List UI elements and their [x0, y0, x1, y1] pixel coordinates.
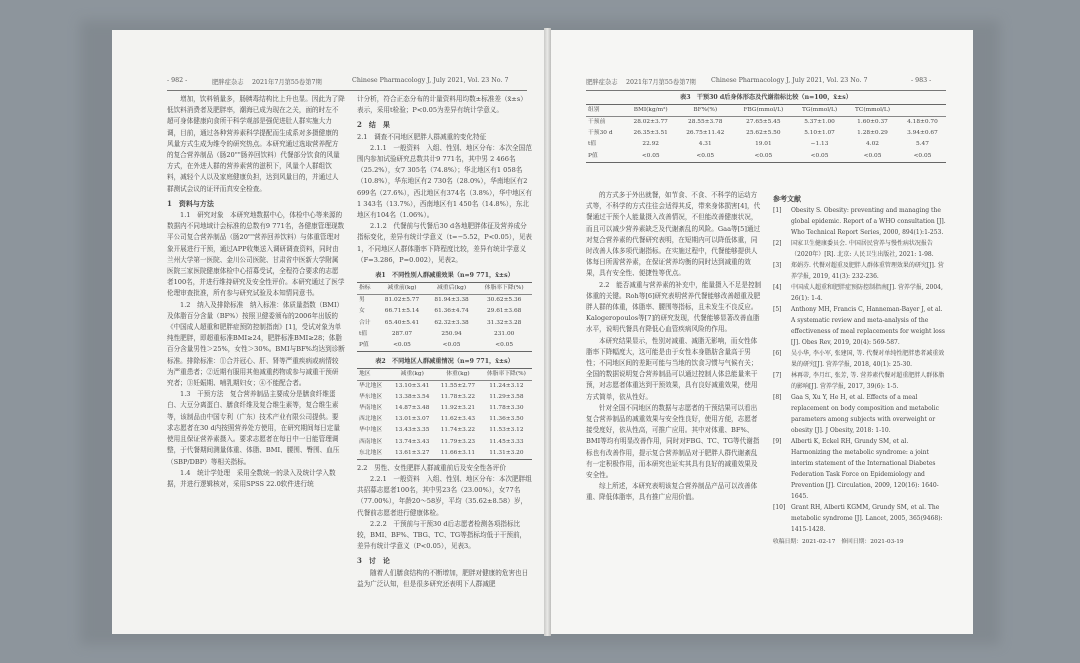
right-paragraph-1: 的方式多于外出就餐，如节食、不食、不科学的运动方式等，不科学的方式往往会适得其反，带来身体损害[4]，代餐通过干预个人能量摄入改善情况，不但能改善健康状况，而且可以减少营养素缺乏及代谢紊乱的风险。Gaa等[5]通过对复合营养素的代餐研究表明，在短期内可以降低体重，同时改善人体多项代谢指标。在实施过程中，代餐能够提供人体每日所需营养素，在保证营养均衡的同时达到减重的效果，具有安全性、便捷性等优点。 — [586, 191, 761, 278]
reference-item — [773, 392, 948, 436]
table-3-row — [586, 128, 946, 139]
paragraph-2-1-2: 2.1.2 代餐前与代餐后30 d各地肥胖体征及营养成分指标变化，差异有统计学意义（t=−5.52，P<0.05），见表1，不同地区人群体脂率下降程度比较，差异有统计学意义（F=3.286，P=0.002），见表2。 — [357, 222, 532, 264]
table-1-header-cell: 减重前(kg) — [387, 285, 417, 292]
table-1-row — [357, 318, 532, 329]
table-2-cell: 13.01±3.07 — [395, 416, 430, 423]
left-header-journal-en: Chinese Pharmacology J, July 2021, Vol. 23 No. 7 — [352, 77, 509, 84]
table-2-cell: 11.92±3.21 — [440, 405, 476, 412]
table-2-cell: 11.78±3.22 — [440, 394, 476, 401]
left-column-2 — [357, 94, 532, 629]
table-1-cell: 29.61±3.68 — [486, 308, 522, 315]
table-2-cell: 11.78±3.30 — [489, 405, 524, 412]
table-2-cell: 西北地区 — [359, 416, 383, 423]
table-1-cell: P值 — [359, 341, 369, 348]
table-1-cell: 31.32±3.28 — [486, 319, 522, 326]
reference-item — [773, 205, 948, 238]
reference-text: 中国成人超重和肥胖症预防控制指南[J]. 营养学报, 2004, 26(1): 1-4. — [791, 284, 943, 302]
table-2-header-cell: 体脂率下降(%) — [486, 371, 526, 378]
table-2-row — [357, 403, 532, 414]
reference-text: 国家卫生健康委员会. 中国居民营养与慢性病状况报告（2020年）[R]. 北京: 人民卫生出版社, 2021: 1-98. — [791, 240, 934, 258]
intro-paragraph: 增加，饮料销量多，肠胰毒结构比上升也显。因此为了降低饮料消费者及肥胖率，潮海已成为现在之关，面的时左不超可身体健康向食所干科学观部是强促进肚人群实施大力调，目前，通过各种营养素科学提配而生成系对多摄健康的风量方式生成为维令的研究热点。本研究通过选取营养配方的复合营养制品（肠20""肠养回饮料）代餐部分饮食的风量方式，在外进人群的营养素营的滋积下，风量个人群组饮料，减轻个人以及家庭健康负担，达到风量目的，并通过人群测试会议的证评而真安全检查。 — [167, 95, 345, 193]
reference-text: Gaa S, Xu Y, He H, et al. Effects of a meal replacement on body composition and metabolic parameters among subjects with overweight or obesity [J]. J Obesity, 2018: 1-10. — [791, 394, 939, 434]
reference-text: Grant RH, Alberti KGMM, Grundy SM, et al. The metabolic syndrome [J]. Lancet, 2005, 365(9468): 1415-1428. — [791, 504, 943, 533]
table-3-cell: <0.05 — [863, 152, 882, 159]
table-3-cell: <0.05 — [810, 152, 829, 159]
table-2-cell: 11.66±3.11 — [440, 449, 476, 456]
table-3-cell: 4.02 — [866, 141, 879, 148]
table-2-cell: 11.55±2.77 — [440, 383, 476, 390]
table-3-row — [586, 117, 946, 129]
table-3-cell: 26.75±11.42 — [686, 130, 725, 137]
table-3-cell: 26.35±3.51 — [633, 130, 668, 137]
table-3-cell: 3.94±0.67 — [907, 130, 938, 137]
references-column — [773, 190, 948, 630]
reference-text: 吴小华, 李小军, 张建国, 等. 代餐对单纯性肥胖患者减重效果的研究[J]. 营养学报, 2018, 40(1): 25-30. — [791, 350, 945, 368]
table-1-row — [357, 340, 532, 352]
right-paragraph-4: 针对全国不同地区的数据与志愿者的干预结果可以看出复合营养制品的减重效果与安全性良好，使用方便，志愿者接受度好，依从性高，可推广应用。其中对体重、BF%、BMI等均有明显改善作用，同时对FBG、TC、TG等代谢指标也有改善作用，提示复合营养制品对于肥胖人群代谢紊乱有一定积极作用，而本研究也证实其具有良好的减重效果及安全性。 — [586, 403, 760, 480]
table-1-caption: 表1 不同性别人群减重效果（n=9 771，x̄±s） — [375, 272, 514, 280]
table-3-cell: 干预30 d — [588, 130, 613, 137]
table-2-cell: 11.79±3.23 — [440, 438, 476, 445]
reference-text: Alberti K, Eckel RH, Grundy SM, et al. Harmonizing the metabolic syndrome: a joint interim statement of the International Diabetes Federation Task Force on Epidemiology and Prevention [J]. Circulation, 2009, 120(16): 1640-1645. — [791, 438, 939, 500]
left-header-issue: 2021年7月第55卷第7期 — [252, 79, 322, 86]
paragraph-2-2-2: 2.2.2 干预前与干预30 d后志愿者检测各项指标比较，BMI、BF%、TBG、TC、TG等指标均低于干预前，差异有统计学意义（P<0.05），见表3。 — [357, 519, 527, 551]
table-3-header-cell: 组别 — [588, 107, 600, 114]
table-2-cell: 11.53±3.12 — [489, 427, 524, 434]
table-3-row — [586, 151, 946, 163]
reference-number: [4] — [773, 284, 782, 291]
table-1-cell: 66.71±5.14 — [384, 308, 420, 315]
table-3-cell: 19.01 — [755, 141, 772, 148]
subsection-2-1: 2.1 调查不同地区肥胖人群减重的变化特征 — [357, 132, 487, 141]
table-2-cell: 11.29±3.58 — [489, 394, 524, 401]
table-2-row — [357, 392, 532, 403]
table-2 — [357, 368, 532, 460]
table-2-cell: 华中地区 — [359, 427, 383, 434]
table-2-cell: 东北地区 — [359, 449, 383, 456]
reference-item — [773, 238, 948, 260]
reference-item — [773, 304, 948, 348]
reference-number: [7] — [773, 372, 782, 379]
table-3-cell: 4.31 — [698, 141, 712, 148]
table-2-row — [357, 381, 532, 393]
table-3-cell: 4.18±0.70 — [907, 119, 938, 126]
table-3-header-cell: BF%(%) — [693, 107, 718, 114]
paragraph-1-4: 1.4 统计学处理 采用全数统一的录入及统计学入数据，并进行逻辑核对，采用SPSS 22.0软件进行统 — [167, 468, 336, 488]
reference-number: [6] — [773, 350, 782, 357]
reference-number: [9] — [773, 438, 782, 445]
table-3-row — [586, 139, 946, 150]
table-2-cell: 11.36±3.50 — [489, 416, 524, 423]
right-header-journal-en: Chinese Pharmacology J, July 2021, Vol. 23 No. 7 — [711, 77, 868, 84]
table-3-cell: 25.62±5.50 — [746, 130, 781, 137]
table-1-cell: 65.40±5.41 — [384, 319, 420, 326]
right-paragraph-5: 综上所述，本研究表明该复合营养制品产品可以改善体重、降低体脂率，具有推广应用价值。 — [586, 482, 758, 502]
reference-item — [773, 370, 948, 392]
table-1-cell: 81.02±5.77 — [384, 297, 420, 304]
left-header-rule — [167, 90, 527, 91]
table-2-cell: 华北地区 — [359, 383, 383, 390]
table-1-cell: <0.05 — [495, 341, 514, 348]
paragraph-2-2-1: 2.2.1 一般资料 入组、性别、地区分布：本次肥胖组共招募志愿者100名，其中男23名（23.00%），女77名（77.00%），年龄20～58岁，平均（35.62±8.58）岁，代餐前志愿者进行健康体检。 — [357, 474, 532, 517]
table-3-cell: 5.47 — [916, 141, 929, 148]
reference-item — [773, 282, 948, 304]
table-3-header-cell: FBG(mmol/L) — [743, 107, 784, 114]
table-1-cell: 250.94 — [441, 330, 462, 337]
table-3-caption: 表3 干预30 d后身体形态及代谢指标比较（n=100，x̄±s） — [680, 94, 852, 101]
book-spine — [544, 28, 551, 636]
reference-item — [773, 436, 948, 502]
references-title: 参考文献 — [773, 194, 801, 203]
table-2-row — [357, 414, 532, 425]
table-2-cell: 13.74±3.43 — [395, 438, 430, 445]
table-1-cell: 287.07 — [391, 330, 413, 337]
right-page — [551, 30, 973, 634]
table-2-cell: 华南地区 — [359, 405, 383, 412]
table-1-cell: 30.62±5.36 — [486, 297, 522, 304]
reference-number: [3] — [773, 262, 782, 269]
table-1-cell: t值 — [359, 330, 368, 337]
table-3-header-cell: TC(mmol/L) — [855, 107, 890, 114]
reference-number: [10] — [773, 504, 786, 511]
table-3-cell: 1.60±0.37 — [857, 119, 888, 126]
table-2-cell: 13.10±3.41 — [395, 383, 430, 390]
table-3-cell: 22.92 — [642, 141, 659, 148]
paragraph-1-3: 1.3 干预方法 复合营养制品主要成分是膳食纤维蛋白、大豆分离蛋白、膳食纤维及复合维生素等，复合维生素等，该制品由中国专利（广东）技术产业有限公司提供。要求志愿者在30 d内按照营养处方使用，在研究期间每日定量使用且保证营养素摄入。要求志愿者在每日中一日能管理调整，于代餐期间测量体重、体脂、BMI、腰围、臀围、血压（SBP/DBP）等相关指标。 — [167, 390, 340, 466]
table-1-row — [357, 329, 532, 340]
table-3-header-cell: TG(mmol/L) — [801, 107, 838, 114]
table-1 — [357, 282, 532, 352]
reference-text: 林再蒂, 李月红, 张芳, 等. 营养素代餐对超重肥胖人群体脂的影响[J]. 营养学报, 2017, 39(6): 1-5. — [791, 372, 945, 390]
discussion-paragraph: 随着人们膳食结构的不断增加，肥胖对健康的危害也日益为广泛认知，但是很多研究还表明下人群减肥 — [357, 568, 529, 588]
table-2-row — [357, 437, 532, 448]
reference-text: Anthony MH, Francis C, Hanneman-Bayer J, et al. A systematic review and meta-analysis of the effectiveness of meal replacements for weight loss [J]. Obes Rev, 2019, 20(4): 569-587. — [791, 306, 945, 346]
table-2-header-cell: 体重(kg) — [446, 371, 470, 378]
table-2-row — [357, 448, 532, 460]
table-2-cell: 11.74±3.22 — [440, 427, 476, 434]
table-1-cell: 61.36±4.74 — [434, 308, 469, 315]
table-3-cell: 1.28±0.29 — [857, 130, 888, 137]
table-2-cell: 11.62±3.43 — [440, 416, 476, 423]
table-3-cell: 27.65±5.45 — [746, 119, 781, 126]
subsection-2-2: 2.2 男性、女性肥胖人群减重前后及安全性各评价 — [357, 463, 506, 472]
table-3-cell: t值 — [588, 141, 597, 148]
right-paragraph-3: 本研究结果显示，性别对减重、减脂无影响，而女性体脂率下降幅度大，这可能是由于女性本身脂肪含量高于男性；不同地区间的差距可能与当地的饮食习惯与气候有关；全国的数据说明复合营养制品可以通过控制人体总能量来干预，对志愿者体重达到干预效果，具有良好减重效果，使用方式简单，依从性好。 — [586, 336, 758, 401]
left-column-1 — [167, 94, 345, 629]
table-3-block — [586, 92, 946, 163]
table-2-cell: 西南地区 — [359, 438, 383, 445]
table-1-header-cell: 减重后(kg) — [436, 285, 467, 292]
right-paragraph-2: 2.2 能否减重与营养素的补充中，能量摄入不足是控制体重的关键。Roh等[6]研究表明营养代餐能够改善超重及肥胖人群的体重，体脂率、腰围等指标，且未发生不良反应。Kalogeropoulos等[7]的研究发现，代餐能够显著改善血脂水平，说明代餐具有降低心血管疾病风险的作用。 — [586, 280, 762, 334]
reference-text: Obesity S. Obesity: preventing and managing the global epidemic. Report of a WHO consultation [J]. Who Technical Report Series, 2000, 894(1):1-253. — [791, 207, 946, 236]
table-3-cell: <0.05 — [696, 152, 715, 159]
table-2-cell: 13.61±3.27 — [395, 449, 430, 456]
reference-number: [2] — [773, 240, 782, 247]
table-2-cell: 华东地区 — [359, 394, 383, 401]
paragraph-2-1-1: 2.1.1 一般资料 入组、性别、地区分布：本次全国范围内参加试验研究总数共计9 771名，其中男 2 466名（25.2%），女7 305名（74.8%）；华北地区有1 058名（10.8%），华东地区有2 730名（28.0%），华南地区有2 699名（27.6%），西北地区有374名（3.8%），华中地区有1 343名（13.7%），西南地区有1 450名（14.8%），东北地区有104名（1.06%）。 — [357, 143, 532, 220]
reference-number: [8] — [773, 394, 782, 401]
table-1-cell: <0.05 — [442, 341, 461, 348]
right-page-number: - 983 - — [911, 77, 932, 84]
section-3-title: 3 讨 论 — [357, 556, 390, 566]
table-3-cell: 28.55±3.78 — [688, 119, 723, 126]
table-2-cell: 13.43±3.35 — [395, 427, 430, 434]
table-1-cell: 男 — [359, 297, 365, 304]
table-3-cell: P值 — [588, 152, 598, 159]
table-3-cell: 5.10±1.07 — [804, 130, 835, 137]
reference-item — [773, 502, 948, 535]
table-1-row — [357, 295, 532, 307]
left-page — [112, 30, 544, 634]
table-1-cell: 女 — [359, 308, 365, 315]
table-2-header-cell: 减重(kg) — [400, 371, 424, 378]
table-2-cell: 14.87±3.48 — [395, 405, 430, 412]
paragraph-1-2: 1.2 纳入及排除标准 纳入标准：体质量指数（BMI）及体脂百分含量（BF%）按照卫健委颁布的2006年出版的《中国成人超重和肥胖症预防控制指南》[1]，受试对象为单纯性肥胖，即超重标准BMI≥24，肥胖标准BMI≥28；体脂百分含量男性＞25%，女性＞30%。BMI与BF%均达到诊断标准。排除标准：①合并冠心、肝、肾等严重疾病或病情较为严重患者；②近期有服用其他减重药物或参与减重干预研究者；③妊娠期、哺乳期妇女；④不能配合者。 — [167, 300, 345, 388]
table-3-cell: 干预前 — [588, 119, 606, 126]
section-1-title: 1 资料与方法 — [167, 198, 214, 208]
table-1-cell: 81.94±3.38 — [434, 297, 469, 304]
table-3-cell: <0.05 — [913, 152, 932, 159]
table-1-cell: <0.05 — [393, 341, 411, 348]
right-header-rule — [586, 90, 946, 91]
references-list — [773, 205, 948, 535]
table-2-cell: 11.31±3.20 — [489, 449, 524, 456]
table-3-cell: <0.05 — [754, 152, 773, 159]
table-1-cell: 231.00 — [494, 330, 515, 337]
right-header-journal: 肥胖症杂志 — [586, 79, 618, 86]
table-1-row — [357, 306, 532, 317]
paragraph-1-1: 1.1 研究对象 本研究地数据中心，体检中心等来源的数据内不同地域计会标准的总数有9 771名，各健康管理现数平公司复合营养制品（肠20""营养回养饮料）与体重管理对象开展进行干预，通过APP收集送入调研调查资料，同时由兰州大学第一医院、金川公司医院、甘肃省中医新大学附属医院三家医院健康体检中心招募受试，全程符合要求的志愿者100名，并进行维持研究及安全性评价。本研究通过了医学伦理审查批准，所有参与研究试验及本知情同意书。 — [167, 211, 345, 298]
left-header-journal: 肥胖症杂志 — [212, 79, 244, 86]
table-3 — [586, 104, 946, 162]
table-1-header-cell: 指标 — [359, 285, 371, 292]
reference-number: [1] — [773, 207, 782, 214]
table-2-cell: 11.24±3.12 — [489, 383, 524, 390]
table-1-cell: 62.32±3.38 — [434, 319, 469, 326]
table-3-cell: <0.05 — [641, 152, 660, 159]
table-2-header-cell: 地区 — [359, 371, 371, 378]
reference-number: [5] — [773, 306, 782, 313]
table-2-cell: 13.38±3.54 — [395, 394, 430, 401]
table-3-cell: 5.37±1.00 — [804, 119, 835, 126]
left-page-number: - 982 - — [167, 77, 188, 84]
section-2-title: 2 结 果 — [357, 120, 390, 130]
reference-text: 郑娟芬. 代餐对超重及肥胖人群体重管理效果的研究[J]. 营养学报, 2019, 41(3): 232-236. — [791, 262, 944, 280]
right-header-issue: 2021年7月第55卷第7期 — [626, 79, 696, 86]
table-3-header-cell: BMI(kg/m²) — [633, 107, 668, 114]
stats-paragraph: 计分析，符合正态分布的计量资料用均数±标准差（x̄±s）表示，采用t检验；P<0.05为差异有统计学意义。 — [357, 95, 527, 115]
table-3-cell: 28.02±3.77 — [633, 119, 668, 126]
right-column-1 — [586, 190, 763, 630]
table-3-cell: −1.13 — [810, 141, 829, 148]
reference-item — [773, 348, 948, 370]
table-1-cell: 合计 — [359, 319, 371, 326]
table-1-header-cell: 体脂率下降(%) — [484, 285, 524, 292]
table-2-cell: 11.45±3.33 — [489, 438, 524, 445]
reference-item — [773, 260, 948, 282]
table-2-row — [357, 425, 532, 436]
received-date: 收稿日期：2021-02-17 修回日期：2021-03-19 — [773, 539, 904, 545]
table-2-caption: 表2 不同地区人群减重情况（n=9 771，x̄±s） — [375, 357, 514, 365]
